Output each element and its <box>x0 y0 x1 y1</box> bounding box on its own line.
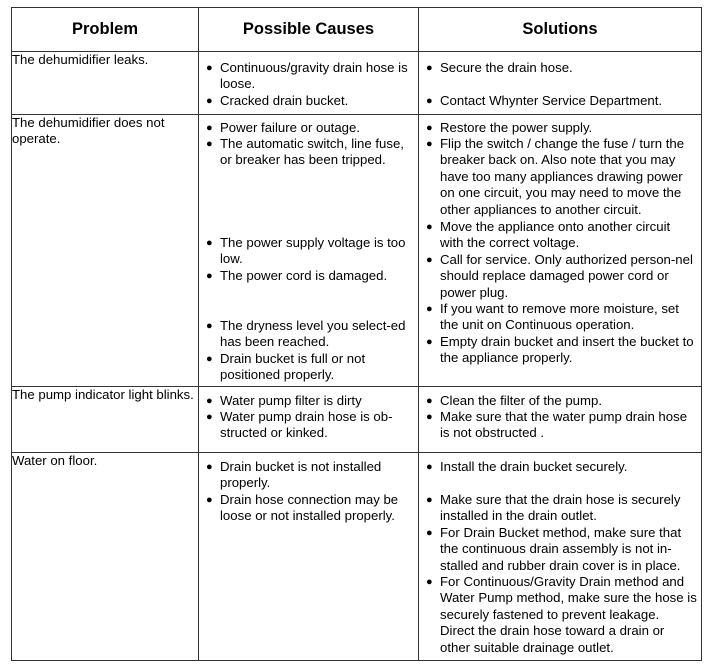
bullet-icon: ● <box>426 576 433 588</box>
bullet-icon: ● <box>426 254 433 266</box>
solution-text: Flip the switch / change the fuse / turn the breaker back on. Also note that you may have too many appliances drawing power on one circuit, you may need to move the other appliances to another circuit. <box>440 136 685 217</box>
bullet-icon: ● <box>426 527 433 539</box>
cause-item <box>199 93 414 109</box>
solution-text: Make sure that the drain hose is securely installed in the drain outlet. <box>440 492 681 524</box>
bullet-icon: ● <box>426 336 433 348</box>
cause-item <box>199 492 414 525</box>
bullet-icon: ● <box>426 122 433 134</box>
causes-cell <box>199 387 419 453</box>
solution-item <box>419 409 697 442</box>
problem-cell <box>12 453 199 661</box>
header-possible-causes: Possible Causes <box>199 8 419 52</box>
cause-text: Drain bucket is not installed properly. <box>220 459 382 491</box>
solution-text: For Drain Bucket method, make sure that the continuous drain assembly is not in-stalled and rubber drain cover is in place. <box>440 525 682 573</box>
solution-text: Empty drain bucket and insert the bucket to the appliance properly. <box>440 334 694 366</box>
bullet-icon: ● <box>426 95 433 107</box>
bullet-icon: ● <box>426 62 433 74</box>
solution-item <box>419 120 697 136</box>
solutions-cell <box>419 52 702 115</box>
bullet-icon: ● <box>426 494 433 506</box>
troubleshooting-table <box>11 7 702 661</box>
problem-text: Water on floor. <box>12 453 98 468</box>
cause-item <box>199 318 414 351</box>
header-row <box>12 8 702 52</box>
solutions-cell <box>419 387 702 453</box>
bullet-icon: ● <box>206 62 213 74</box>
cause-item <box>199 60 414 93</box>
solution-text: Install the drain bucket securely. <box>440 459 628 474</box>
bullet-icon: ● <box>206 237 213 249</box>
solution-item <box>419 60 697 76</box>
cause-text: The power supply voltage is too low. <box>220 235 406 267</box>
problem-cell <box>12 52 199 115</box>
cause-text: Drain bucket is full or not positioned properly. <box>220 351 366 383</box>
cause-item <box>199 459 414 492</box>
bullet-icon: ● <box>426 411 433 423</box>
cause-item <box>199 120 414 136</box>
solution-text: Restore the power supply. <box>440 120 593 135</box>
cause-text: The automatic switch, line fuse, or breaker has been tripped. <box>220 136 404 168</box>
solutions-cell <box>419 115 702 387</box>
bullet-icon: ● <box>206 95 213 107</box>
bullet-icon: ● <box>426 303 433 315</box>
header-solutions: Solutions <box>419 8 702 52</box>
bullet-icon: ● <box>206 138 213 150</box>
solution-item <box>419 334 697 367</box>
solution-text: If you want to remove more moisture, set the unit on Continuous operation. <box>440 301 679 333</box>
header-problem: Problem <box>12 8 199 52</box>
solution-text: For Continuous/Gravity Drain method and Water Pump method, make sure the hose is securely fastened to prevent leakage. Direct the drain hose toward a drain or other suitable drainage outlet. <box>440 574 697 655</box>
bullet-icon: ● <box>206 353 213 365</box>
solution-item <box>419 136 697 218</box>
problem-cell <box>12 115 199 387</box>
table-row <box>12 52 702 115</box>
cause-item <box>199 268 414 284</box>
bullet-icon: ● <box>206 411 213 423</box>
solution-item <box>419 252 697 301</box>
causes-cell <box>199 52 419 115</box>
solution-item <box>419 301 697 334</box>
cause-item <box>199 351 414 384</box>
solution-item <box>419 219 697 252</box>
solution-item <box>419 459 697 475</box>
table-row <box>12 115 702 387</box>
solution-text: Move the appliance onto another circuit with the correct voltage. <box>440 219 671 251</box>
cause-text: Drain hose connection may be loose or not installed properly. <box>220 492 399 524</box>
cause-item <box>199 409 414 442</box>
solution-item <box>419 525 697 574</box>
table-row <box>12 453 702 661</box>
problem-text: The pump indicator light blinks. <box>12 387 194 402</box>
cause-text: Water pump filter is dirty <box>220 393 362 408</box>
cause-text: Cracked drain bucket. <box>220 93 349 108</box>
cause-text: Water pump drain hose is ob-structed or kinked. <box>220 409 393 441</box>
cause-text: The power cord is damaged. <box>220 268 388 283</box>
solution-text: Make sure that the water pump drain hose is not obstructed . <box>440 409 688 441</box>
bullet-icon: ● <box>426 461 433 473</box>
cause-item <box>199 235 414 268</box>
problem-text: The dehumidifier leaks. <box>12 52 149 67</box>
bullet-icon: ● <box>206 320 213 332</box>
bullet-icon: ● <box>206 461 213 473</box>
cause-text: Power failure or outage. <box>220 120 361 135</box>
bullet-icon: ● <box>426 395 433 407</box>
bullet-icon: ● <box>206 270 213 282</box>
cause-text: The dryness level you select-ed has been reached. <box>220 318 406 350</box>
bullet-icon: ● <box>426 138 433 150</box>
solutions-cell <box>419 453 702 661</box>
problem-text: The dehumidifier does not operate. <box>12 115 165 147</box>
solution-text: Call for service. Only authorized person-nel should replace damaged power cord or power plug. <box>440 252 693 300</box>
solution-text: Contact Whynter Service Department. <box>440 93 663 108</box>
bullet-icon: ● <box>206 395 213 407</box>
solution-text: Secure the drain hose. <box>440 60 573 75</box>
solution-text: Clean the filter of the pump. <box>440 393 603 408</box>
bullet-icon: ● <box>206 494 213 506</box>
cause-item <box>199 136 414 169</box>
cause-item <box>199 393 414 409</box>
bullet-icon: ● <box>206 122 213 134</box>
problem-cell <box>12 387 199 453</box>
solution-item <box>419 574 697 656</box>
table-row <box>12 387 702 453</box>
bullet-icon: ● <box>426 221 433 233</box>
solution-item <box>419 492 697 525</box>
solution-item <box>419 93 697 109</box>
cause-text: Continuous/gravity drain hose is loose. <box>220 60 408 92</box>
causes-cell <box>199 453 419 661</box>
solution-item <box>419 393 697 409</box>
causes-cell <box>199 115 419 387</box>
